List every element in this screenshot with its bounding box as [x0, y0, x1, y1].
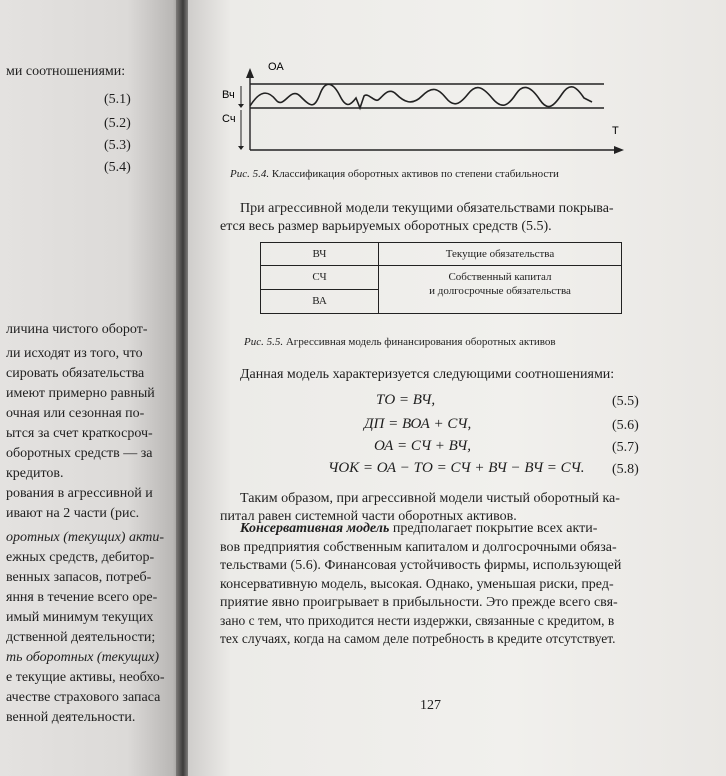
- left-page-line: яння в течение всего ope-: [6, 590, 158, 605]
- time-axis-arrow: [614, 146, 624, 154]
- paragraph-line: ется весь размер варьируемых оборотных средств (5.5).: [220, 219, 552, 234]
- left-page-line: имеют примерно равный: [6, 386, 155, 401]
- formula-number: (5.6): [612, 418, 639, 433]
- formula: ДП = ВОА + СЧ,: [364, 416, 472, 432]
- left-page-line: венной деятельности.: [6, 710, 136, 725]
- vch-arrow-head: [238, 104, 244, 108]
- left-page-line: рования в агрессивной и: [6, 486, 153, 501]
- formula-number: (5.5): [612, 394, 639, 409]
- paragraph-line: [240, 520, 597, 538]
- left-page: [0, 0, 182, 776]
- caption-prefix: Рис. 5.4.: [230, 168, 270, 180]
- paragraph-line: зано с тем, что приходится нести издержки, связанные с кредитом, в: [220, 613, 615, 628]
- paragraph-text: предполагает покрытие всех акти-: [389, 521, 598, 536]
- left-page-line: имый минимум текущих: [6, 610, 154, 625]
- formula: ОА = СЧ + ВЧ,: [374, 438, 472, 454]
- right-page: [188, 0, 726, 776]
- cell-va: ВА: [312, 295, 327, 307]
- left-page-line: венных запасов, потреб-: [6, 570, 152, 585]
- paragraph-line: тельствами (5.6). Финансовая устойчивость фирмы, использующей: [220, 558, 622, 573]
- cell-equity-line1: Собственный капитал: [448, 271, 552, 283]
- formula: ТО = ВЧ,: [376, 392, 436, 408]
- left-page-line: ть оборотных (текущих): [6, 650, 160, 665]
- sch-arrow-head: [238, 146, 244, 150]
- left-page-line: личина чистого оборот-: [6, 322, 148, 337]
- cell-equity-line2: и долгосрочные обязательства: [429, 285, 571, 297]
- table-divider: [261, 289, 378, 290]
- paragraph-line: приятие явно проигрывает в прибыльности. Это прежде всего свя-: [220, 595, 618, 610]
- current-assets-wave: [250, 84, 592, 108]
- left-page-line: ивают на 2 части (рис.: [6, 506, 140, 521]
- left-page-line: оборотных средств — за: [6, 446, 153, 461]
- equation-number: (5.1): [104, 92, 131, 107]
- table-divider: [261, 265, 621, 266]
- t-label: Т: [612, 125, 619, 137]
- left-page-line: кредитов.: [6, 466, 64, 481]
- left-page-line: ми соотношениями:: [6, 64, 126, 79]
- cell-current-liabilities: Текущие обязательства: [445, 248, 555, 260]
- figure-5-4-diagram: [216, 56, 646, 156]
- left-page-line: ытся за счет краткосроч-: [6, 426, 153, 441]
- left-page-line: ли исходят из того, что: [6, 346, 143, 361]
- paragraph-line: тех случаях, когда на самом деле потребность в кредите отсутствует.: [220, 631, 616, 646]
- paragraph-line: Таким образом, при агрессивной модели чистый оборотный ка-: [240, 491, 620, 506]
- caption-text: Агрессивная модель финансирования оборотных активов: [285, 336, 556, 348]
- sch-label: Сч: [222, 113, 236, 125]
- paragraph-line: питал равен системной части оборотных активов.: [220, 509, 517, 524]
- left-page-line: дственной деятельности;: [6, 630, 156, 645]
- caption-prefix: Рис. 5.5.: [244, 336, 284, 348]
- left-page-line: ачестве страхового запаса: [6, 690, 161, 705]
- formula-number: (5.8): [612, 462, 639, 477]
- left-page-line: ежных средств, дебитор-: [6, 550, 155, 565]
- term-conservative-model: Консервативная модель: [240, 521, 390, 536]
- formula: ЧОК = ОА − ТО = СЧ + ВЧ − ВЧ = СЧ.: [328, 460, 585, 476]
- figure-5-5-caption: [244, 336, 556, 348]
- figure-5-5-table: [260, 242, 622, 314]
- left-page-line: е текущие активы, необхо-: [6, 670, 165, 685]
- oa-label: ОА: [268, 61, 284, 73]
- paragraph-line: При агрессивной модели текущими обязательствами покрыва-: [240, 201, 614, 216]
- formula-number: (5.7): [612, 440, 639, 455]
- vch-label: Вч: [222, 89, 235, 101]
- page-number: 127: [420, 698, 441, 713]
- equation-number: (5.2): [104, 116, 131, 131]
- figure-5-4-caption: [230, 168, 559, 180]
- paragraph-line: консервативную модель, высокая. Однако, уменьшая риски, пред-: [220, 577, 614, 592]
- left-page-line: очная или сезонная по-: [6, 406, 145, 421]
- paragraph-line: вов предприятия собственным капиталом и долгосрочными обяза-: [220, 540, 617, 555]
- paragraph-line: Данная модель характеризуется следующими соотношениями:: [240, 367, 615, 382]
- left-page-line: оротных (текущих) акти-: [6, 530, 165, 545]
- cell-vch: ВЧ: [312, 248, 327, 260]
- equation-number: (5.4): [104, 160, 131, 175]
- cell-sch: СЧ: [312, 271, 327, 283]
- equation-number: (5.3): [104, 138, 131, 153]
- y-axis-arrow: [246, 68, 254, 78]
- caption-text: Классификация оборотных активов по степени стабильности: [271, 168, 559, 180]
- left-page-line: сировать обязательства: [6, 366, 145, 381]
